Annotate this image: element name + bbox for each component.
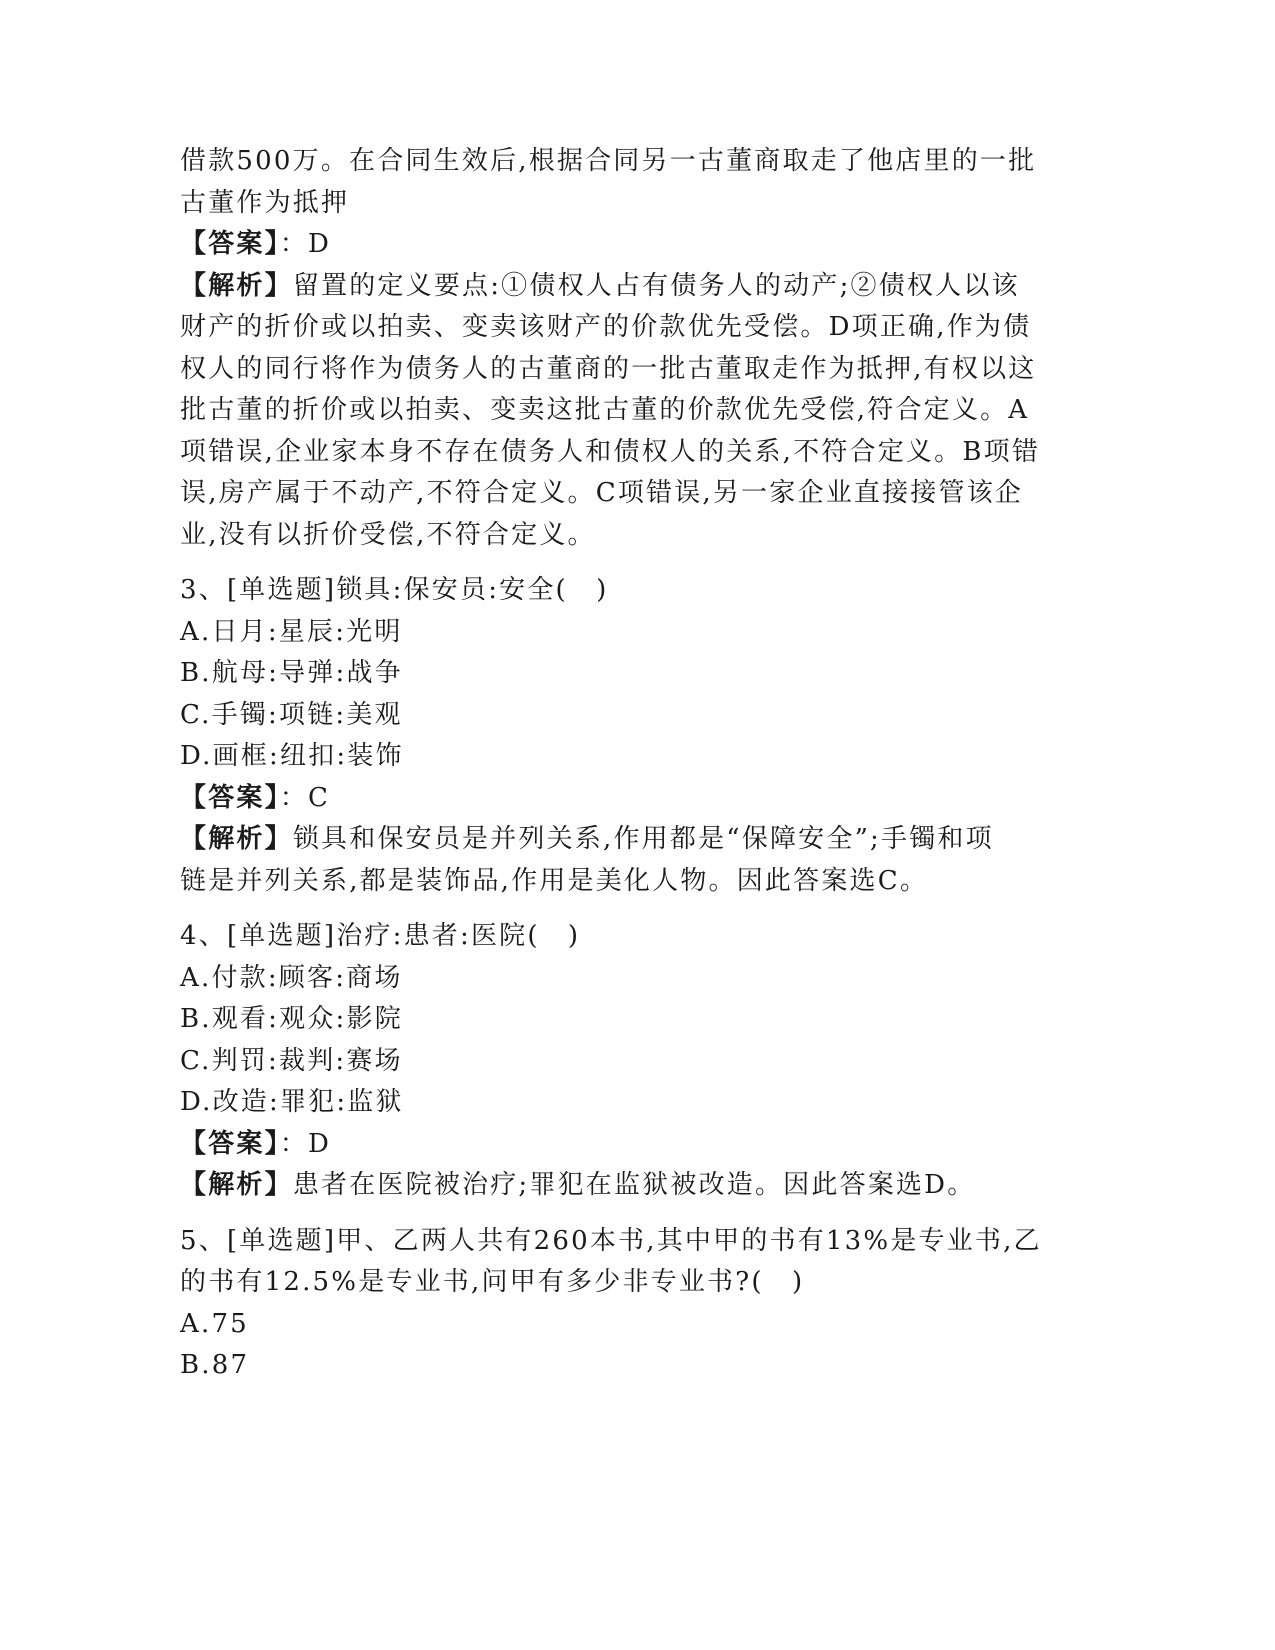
- prev-analysis-line-6: 误,房产属于不动产,不符合定义。C项错误,另一家企业直接接管该企: [180, 478, 1024, 508]
- answer-value: D: [308, 229, 332, 259]
- analysis-text: 锁具和保安员是并列关系,作用都是“保障安全”;手镯和项: [292, 824, 994, 854]
- question-3-block: [180, 570, 1050, 902]
- answer-value: D: [308, 1128, 332, 1159]
- question-3-analysis-line-1: [180, 819, 1050, 861]
- question-5-stem-line-1: 5、[单选题]甲、乙两人共有260本书,其中甲的书有13%是专业书,乙: [180, 1225, 1042, 1256]
- answer-value: C: [308, 782, 331, 813]
- question-4-option-d: D.改造:罪犯:监狱: [180, 1087, 404, 1117]
- question-3-option-d: D.画框:纽扣:装饰: [180, 741, 404, 771]
- question-3-answer: [180, 778, 1050, 820]
- analysis-label: 【解析】: [180, 824, 293, 854]
- prev-analysis-line-7: 业,没有以折价受偿,不符合定义。: [180, 519, 596, 550]
- question-3-option-b: B.航母:导弹:战争: [180, 658, 403, 688]
- question-5-option-a: A.75: [180, 1308, 249, 1339]
- prev-analysis-line-2: 财产的折价或以拍卖、变卖该财产的价款优先受偿。D项正确,作为债: [180, 312, 1032, 342]
- question-4-option-b: B.观看:观众:影院: [180, 1004, 403, 1034]
- question-3-option-a: A.日月:星辰:光明: [180, 616, 403, 647]
- analysis-text: 留置的定义要点:①债权人占有债务人的动产;②债权人以该: [292, 270, 1020, 301]
- prev-answer: [180, 224, 1050, 266]
- prev-question-line-2: 古董作为抵押: [180, 187, 350, 218]
- question-3-analysis-line-2: 链是并列关系,都是装饰品,作用是美化人物。因此答案选C。: [180, 865, 929, 896]
- question-3-stem: 3、[单选题]锁具:保安员:安全( ): [180, 575, 609, 605]
- prev-analysis-line-1: [180, 266, 1050, 308]
- question-5-block: [180, 1221, 1050, 1387]
- prev-question-block: [180, 141, 1050, 556]
- question-4-block: [180, 916, 1050, 1207]
- question-5-stem-line-2: 的书有12.5%是专业书,问甲有多少非专业书?( ): [180, 1267, 805, 1297]
- prev-analysis-line-4: 批古董的折价或以拍卖、变卖这批古董的价款优先受偿,符合定义。A: [180, 395, 1030, 425]
- analysis-text: 患者在医院被治疗;罪犯在监狱被改造。因此答案选D。: [292, 1170, 976, 1200]
- answer-separator: ：: [279, 229, 309, 259]
- question-4-answer: [180, 1124, 1050, 1166]
- question-3-option-c: C.手镯:项链:美观: [180, 699, 403, 730]
- answer-separator: ：: [279, 1128, 309, 1159]
- answer-label: 【答案】: [180, 782, 280, 813]
- answer-separator: ：: [279, 782, 309, 813]
- question-5-option-b: B.87: [180, 1350, 250, 1380]
- page-content: [180, 141, 1050, 1387]
- question-4-option-c: C.判罚:裁判:赛场: [180, 1045, 403, 1076]
- question-4-option-a: A.付款:顾客:商场: [180, 962, 403, 993]
- analysis-label: 【解析】: [180, 270, 293, 301]
- prev-analysis-line-5: 项错误,企业家本身不存在债务人和债权人的关系,不符合定义。B项错: [180, 436, 1041, 467]
- prev-question-line-1: 借款500万。在合同生效后,根据合同另一古董商取走了他店里的一批: [180, 146, 1037, 176]
- answer-label: 【答案】: [180, 1128, 280, 1159]
- question-4-analysis-line-1: [180, 1165, 1050, 1207]
- question-4-stem: 4、[单选题]治疗:患者:医院( ): [180, 921, 581, 951]
- prev-analysis-line-3: 权人的同行将作为债务人的古董商的一批古董取走作为抵押,有权以这: [180, 353, 1037, 384]
- analysis-label: 【解析】: [180, 1170, 293, 1200]
- answer-label: 【答案】: [180, 229, 280, 259]
